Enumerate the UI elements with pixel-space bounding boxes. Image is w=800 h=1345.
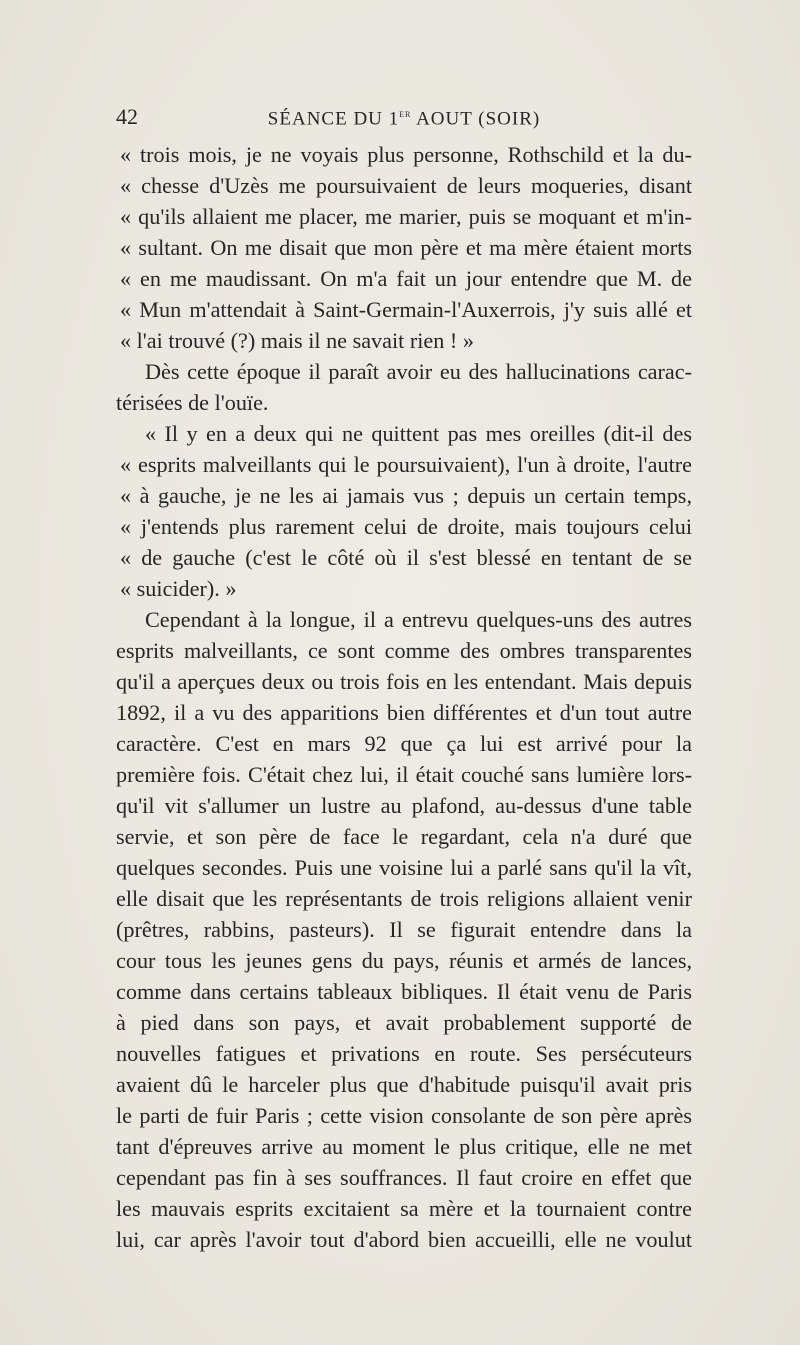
- text-line: Cependant à la longue, il a entrevu quelques-uns des autres: [145, 607, 692, 632]
- text-line: Dès cette époque il paraît avoir eu des hallucinations carac-: [145, 359, 692, 384]
- text-line: à pied dans son pays, et avait probablement supporté de: [116, 1010, 692, 1035]
- running-head: [116, 106, 692, 130]
- running-head-superscript: er: [399, 106, 412, 120]
- text-line: les mauvais esprits excitaient sa mère et la tournaient contre: [116, 1196, 692, 1221]
- text-line: « qu'ils allaient me placer, me marier, puis se moquant et m'in-: [120, 204, 692, 229]
- running-head-main: SÉANCE DU 1: [267, 108, 400, 130]
- text-line: comme dans certains tableaux bibliques. Il était venu de Paris: [116, 979, 692, 1004]
- text-line: « suicider). »: [120, 576, 237, 601]
- text-line: qu'il vit s'allumer un lustre au plafond, au-dessus d'une table: [116, 793, 692, 818]
- text-line: tant d'épreuves arrive au moment le plus critique, elle ne met: [116, 1134, 692, 1159]
- text-line: avaient dû le harceler plus que d'habitude puisqu'il avait pris: [116, 1072, 692, 1097]
- text-line: cour tous les jeunes gens du pays, réunis et armés de lances,: [116, 948, 692, 973]
- text-line: « esprits malveillants qui le poursuivaient), l'un à droite, l'autre: [120, 452, 692, 477]
- text-line: le parti de fuir Paris ; cette vision consolante de son père après: [116, 1103, 692, 1128]
- text-line: « Mun m'attendait à Saint-Germain-l'Auxerrois, j'y suis allé et: [120, 297, 692, 322]
- text-line: nouvelles fatigues et privations en route. Ses persécuteurs: [116, 1041, 692, 1066]
- text-line: esprits malveillants, ce sont comme des ombres transparentes: [116, 638, 692, 663]
- text-line: qu'il a aperçues deux ou trois fois en les entendant. Mais depuis: [116, 669, 692, 694]
- text-line: elle disait que les représentants de trois religions allaient venir: [116, 886, 692, 911]
- text-line: « sultant. On me disait que mon père et ma mère étaient morts: [120, 235, 692, 260]
- text-line: « trois mois, je ne voyais plus personne, Rothschild et la du-: [120, 142, 692, 167]
- body-text: [116, 139, 692, 1255]
- text-line: « Il y en a deux qui ne quittent pas mes oreilles (dit-il des: [145, 421, 692, 446]
- text-line: cependant pas fin à ses souffrances. Il faut croire en effet que: [116, 1165, 692, 1190]
- text-line: « à gauche, je ne les ai jamais vus ; depuis un certain temps,: [120, 483, 692, 508]
- text-line: térisées de l'ouïe.: [116, 390, 269, 415]
- text-line: 1892, il a vu des apparitions bien différentes et d'un tout autre: [116, 700, 692, 725]
- text-line: servie, et son père de face le regardant, cela n'a duré que: [116, 824, 692, 849]
- text-line: première fois. C'était chez lui, il était couché sans lumière lors-: [116, 762, 692, 787]
- text-line: lui, car après l'avoir tout d'abord bien accueilli, elle ne voulut: [116, 1227, 692, 1252]
- text-line: « de gauche (c'est le côté où il s'est blessé en tentant de se: [120, 545, 692, 570]
- text-line: caractère. C'est en mars 92 que ça lui est arrivé pour la: [116, 731, 692, 756]
- text-line: « chesse d'Uzès me poursuivaient de leurs moqueries, disant: [120, 173, 692, 198]
- text-line: « en me maudissant. On m'a fait un jour entendre que M. de: [120, 266, 692, 291]
- text-line: quelques secondes. Puis une voisine lui a parlé sans qu'il la vît,: [116, 855, 692, 880]
- text-line: (prêtres, rabbins, pasteurs). Il se figurait entendre dans la: [116, 917, 692, 942]
- page-number: 42: [116, 104, 138, 129]
- page-header: [116, 104, 692, 132]
- running-head-rest: AOUT (SOIR): [411, 108, 541, 130]
- text-line: « j'entends plus rarement celui de droite, mais toujours celui: [120, 514, 692, 539]
- text-line: « l'ai trouvé (?) mais il ne savait rien ! »: [120, 328, 474, 353]
